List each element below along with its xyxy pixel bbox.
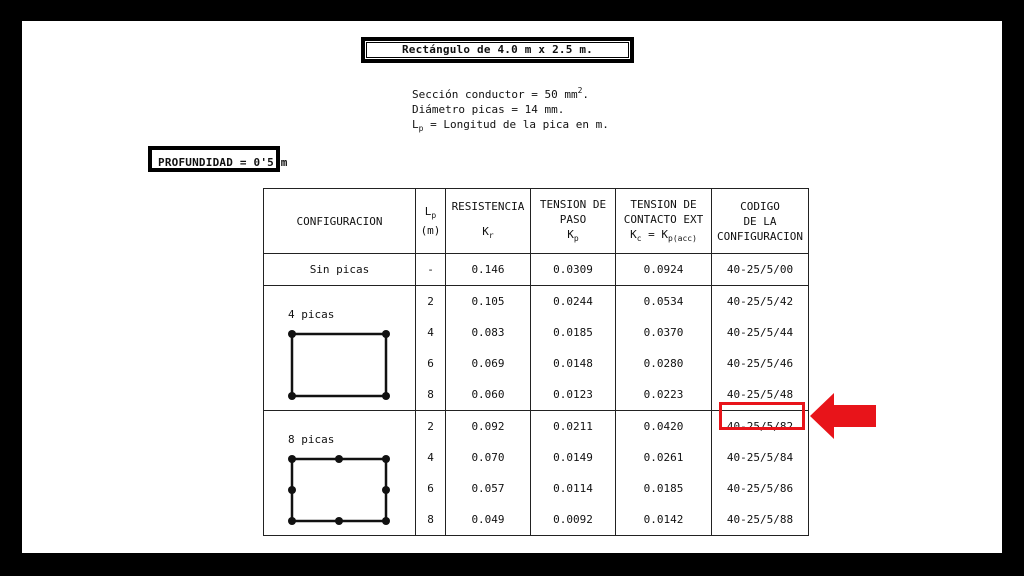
depth-label: PROFUNDIDAD = 0'5 m: [148, 146, 280, 172]
highlight-box: [719, 402, 805, 430]
header-codigo-line3: CONFIGURACION: [716, 229, 804, 243]
cell-kc: 0.0924: [616, 254, 712, 286]
cell-lp: 8: [416, 379, 446, 411]
param-longitud-L: L: [412, 118, 419, 131]
header-lp-unit: (m): [420, 224, 441, 237]
header-paso-line1: TENSION DE: [539, 197, 607, 211]
cell-kc: 0.0370: [616, 317, 712, 348]
header-lp-sub: p: [431, 211, 437, 220]
header-codigo-line1: CODIGO: [740, 199, 780, 213]
header-config: CONFIGURACION: [264, 189, 416, 254]
param-diametro: Diámetro picas = 14 mm.: [412, 103, 565, 116]
cell-kr: 0.069: [446, 348, 531, 379]
rod-dot: [288, 392, 296, 400]
cell-lp: 2: [416, 286, 446, 318]
header-kp: [531, 227, 615, 246]
header-contacto: [616, 189, 712, 254]
header-kc-eq: = K: [641, 227, 669, 241]
cell-code: 40-25/5/42: [712, 286, 809, 318]
config-4-picas-label: 4 picas: [288, 308, 335, 322]
header-codigo-line2: DE LA: [743, 214, 777, 228]
cell-kp: 0.0149: [531, 442, 616, 473]
rectangle-conductor: [292, 334, 386, 396]
header-codigo: [712, 189, 809, 254]
header-kp-sub: p: [573, 233, 579, 243]
header-lp-L: L: [424, 205, 432, 218]
cell-kc: 0.0223: [616, 379, 712, 411]
header-kc-sub2: p(acc): [668, 233, 697, 243]
cell-kr: 0.049: [446, 504, 531, 536]
cell-code: 40-25/5/86: [712, 473, 809, 504]
cell-config: Sin picas: [264, 254, 416, 286]
header-lp-symbol: [416, 204, 445, 223]
cell-lp: 6: [416, 348, 446, 379]
header-lp: [416, 189, 446, 254]
rod-dot: [382, 486, 390, 494]
cell-code: 40-25/5/88: [712, 504, 809, 536]
cell-kp: 0.0092: [531, 504, 616, 536]
cell-kr: 0.083: [446, 317, 531, 348]
rod-dot: [288, 486, 296, 494]
header-kc-sub: c: [636, 233, 642, 243]
cell-kc: 0.0261: [616, 442, 712, 473]
cell-kr: 0.057: [446, 473, 531, 504]
header-resistencia: [446, 189, 531, 254]
param-conductor: [412, 83, 609, 102]
config-8-picas: [264, 410, 416, 535]
cell-code-highlighted: 40-25/5/82: [712, 410, 809, 442]
param-conductor-suffix: .: [582, 88, 590, 101]
data-table: [263, 188, 809, 536]
param-conductor-sup: 2: [577, 86, 583, 95]
red-arrow-left-icon: [810, 393, 878, 439]
rectangle-conductor: [292, 459, 386, 521]
rod-dot: [288, 330, 296, 338]
table-row: [264, 286, 809, 318]
rod-dot: [288, 517, 296, 525]
cell-kr: 0.092: [446, 410, 531, 442]
header-kr: [446, 224, 530, 243]
cell-kp: 0.0309: [531, 254, 616, 286]
rod-dot: [335, 455, 343, 463]
rod-dot: [335, 517, 343, 525]
rod-dot: [382, 392, 390, 400]
cell-kc: 0.0185: [616, 473, 712, 504]
cell-kc: 0.0420: [616, 410, 712, 442]
cell-code: 40-25/5/44: [712, 317, 809, 348]
arrow-shape: [810, 393, 876, 439]
param-longitud-sub: p: [418, 124, 424, 133]
rod-dot: [382, 330, 390, 338]
cell-code: 40-25/5/48: [712, 379, 809, 411]
cell-kc: 0.0280: [616, 348, 712, 379]
cell-kr: 0.105: [446, 286, 531, 318]
header-kc-K: K: [630, 227, 637, 241]
header-contacto-line1: TENSION DE: [630, 197, 697, 211]
header-kr-K: K: [482, 225, 489, 238]
cell-kp: 0.0114: [531, 473, 616, 504]
cell-kr: 0.060: [446, 379, 531, 411]
cell-kp: 0.0185: [531, 317, 616, 348]
page-title: Rectángulo de 4.0 m x 2.5 m.: [366, 42, 629, 58]
rod-dot: [382, 455, 390, 463]
cell-kr: 0.146: [446, 254, 531, 286]
header-kp-K: K: [567, 227, 574, 241]
header-kc: [616, 227, 711, 246]
cell-code: 40-25/5/46: [712, 348, 809, 379]
eight-rods-diagram-icon: [286, 455, 392, 527]
cell-lp: 4: [416, 442, 446, 473]
param-longitud: [412, 117, 609, 136]
config-8-picas-label: 8 picas: [288, 432, 335, 446]
header-resistencia-label: RESISTENCIA: [451, 200, 525, 213]
cell-code: 40-25/5/84: [712, 442, 809, 473]
cell-lp: 2: [416, 410, 446, 442]
header-contacto-line2: CONTACTO EXT: [623, 212, 704, 226]
cell-lp: -: [416, 254, 446, 286]
header-paso-line2: PASO: [559, 212, 587, 226]
cell-kc: 0.0142: [616, 504, 712, 536]
param-conductor-text: Sección conductor = 50 mm: [412, 88, 578, 101]
table-header-row: [264, 189, 809, 254]
cell-lp: 4: [416, 317, 446, 348]
cell-kp: 0.0148: [531, 348, 616, 379]
cell-kp: 0.0244: [531, 286, 616, 318]
rod-dot: [382, 517, 390, 525]
four-rods-diagram-icon: [286, 330, 392, 402]
header-kr-sub: r: [488, 231, 494, 240]
cell-kp: 0.0123: [531, 379, 616, 411]
config-4-picas: [264, 286, 416, 411]
cell-kc: 0.0534: [616, 286, 712, 318]
header-paso: [531, 189, 616, 254]
cell-kp: 0.0211: [531, 410, 616, 442]
param-longitud-text: = Longitud de la pica en m.: [423, 118, 609, 131]
cell-code: 40-25/5/00: [712, 254, 809, 286]
title-box: [361, 37, 634, 63]
cell-kr: 0.070: [446, 442, 531, 473]
rod-dot: [288, 455, 296, 463]
table-row-sin-picas: [264, 254, 809, 286]
parameters-block: [412, 83, 609, 136]
cell-lp: 8: [416, 504, 446, 536]
cell-lp: 6: [416, 473, 446, 504]
document-page: [22, 21, 1002, 553]
